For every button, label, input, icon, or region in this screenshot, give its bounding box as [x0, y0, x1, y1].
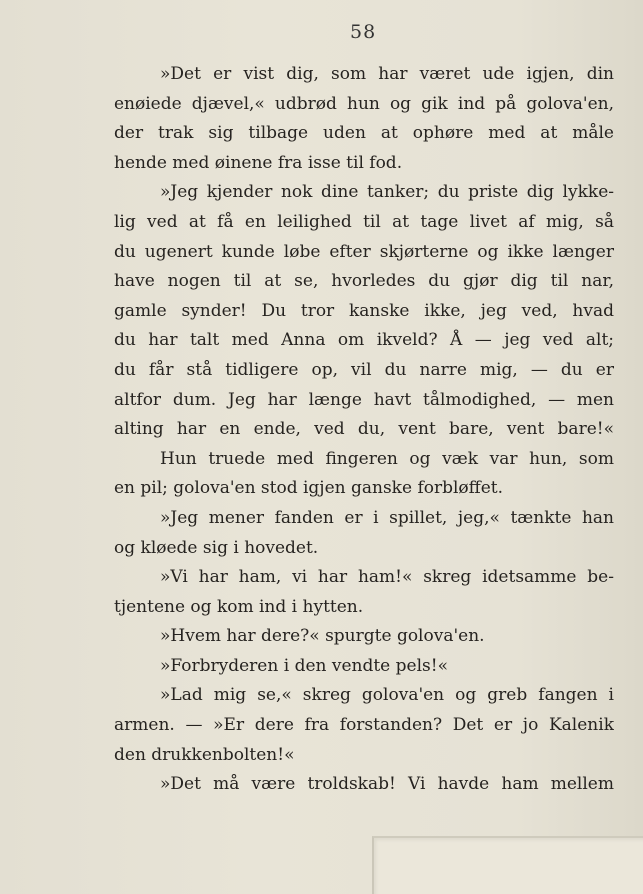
- text-line: og kløede sig i hovedet.: [114, 537, 319, 558]
- text-line: Hun truede med fingeren og væk var hun, som: [160, 448, 614, 469]
- text-line: altfor dum. Jeg har længe havt tålmodighed, — men: [114, 389, 614, 410]
- plate-mark: [372, 836, 643, 894]
- page-number: 58: [350, 21, 377, 43]
- text-line: tjentene og kom ind i hytten.: [114, 596, 364, 617]
- text-line: der trak sig tilbage uden at ophøre med at måle: [114, 123, 614, 144]
- text-line: »Jeg kjender nok dine tanker; du priste dig lykke-: [160, 182, 614, 203]
- text-line: enøiede djævel,« udbrød hun og gik ind på golova'en,: [114, 93, 614, 114]
- text-line: hende med øinene fra isse til fod.: [114, 152, 403, 173]
- body-text: [114, 60, 614, 800]
- text-line: gamle synder! Du tror kanske ikke, jeg ved, hvad: [114, 300, 614, 321]
- text-line: armen. — »Er dere fra forstanden? Det er jo Kalenik: [114, 715, 614, 736]
- text-line: have nogen til at se, hvorledes du gjør dig til nar,: [114, 271, 614, 292]
- text-line: »Hvem har dere?« spurgte golova'en.: [160, 626, 485, 647]
- text-line: du har talt med Anna om ikveld? Å — jeg ved alt;: [114, 330, 614, 351]
- text-line: du ugenert kunde løbe efter skjørterne og ikke længer: [114, 241, 614, 262]
- text-line: »Jeg mener fanden er i spillet, jeg,« tænkte han: [160, 507, 614, 528]
- text-line: du får stå tidligere op, vil du narre mig, — du er: [114, 359, 614, 380]
- text-line: en pil; golova'en stod igjen ganske forbløffet.: [114, 478, 504, 499]
- text-line: »Lad mig se,« skreg golova'en og greb fangen i: [160, 685, 614, 706]
- text-line: »Det må være troldskab! Vi havde ham mellem: [160, 774, 614, 795]
- text-line: »Det er vist dig, som har været ude igjen, din: [160, 64, 614, 84]
- text-line: alting har en ende, ved du, vent bare, vent bare!«: [114, 419, 614, 440]
- text-line: den drukkenbolten!«: [114, 744, 295, 765]
- text-line: »Forbryderen i den vendte pels!«: [160, 655, 448, 676]
- text-line: »Vi har ham, vi har ham!« skreg idetsamme be-: [160, 567, 614, 588]
- text-line: lig ved at få en leilighed til at tage livet af mig, så: [114, 211, 614, 232]
